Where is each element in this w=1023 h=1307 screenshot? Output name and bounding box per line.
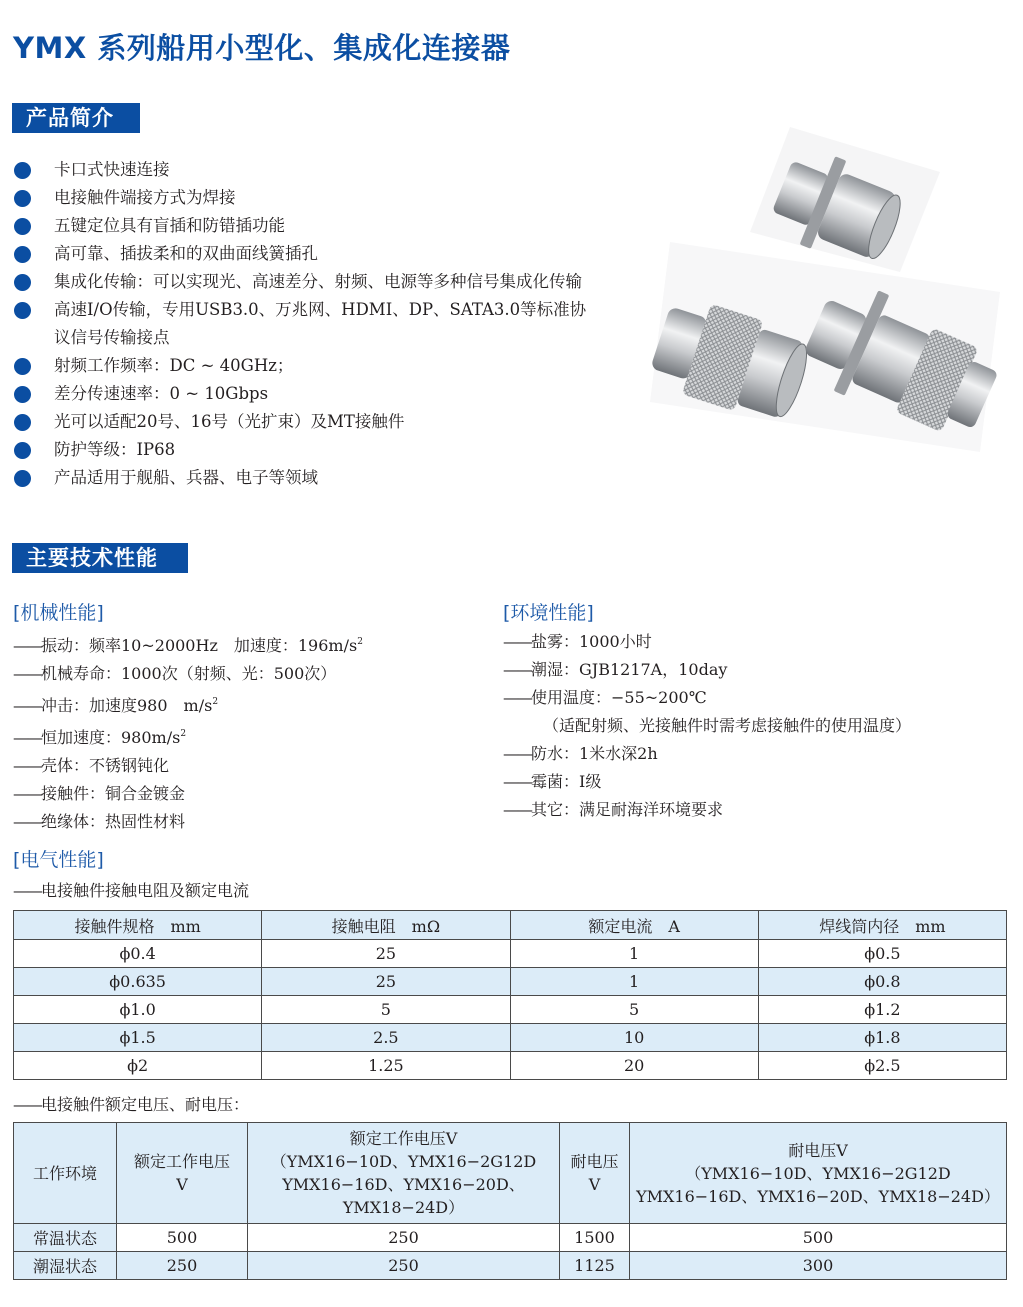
section-label-tech: 主要技术性能 (12, 543, 188, 573)
environmental-spec-list (503, 628, 911, 824)
spec-line: ——使用温度：−55~200℃ (503, 688, 707, 707)
spec-line: ——盐雾：1000小时 (503, 632, 652, 651)
list-item: 防护等级：IP68 (14, 436, 654, 464)
table-header-row (14, 911, 1007, 940)
electrical-heading: [电气性能] (13, 849, 104, 871)
table-cell: 20 (510, 1052, 758, 1080)
bullet-dot-icon (14, 274, 31, 291)
table-cell: ϕ0.4 (14, 940, 262, 968)
temperature-note: （适配射频、光接触件时需考虑接触件的使用温度） (543, 716, 912, 735)
table-row (14, 1252, 1007, 1280)
connector-product-photo (650, 122, 1010, 457)
table-cell: ϕ0.5 (758, 940, 1006, 968)
table-cell: 25 (262, 968, 510, 996)
rated-voltage-table (13, 1122, 1007, 1280)
table-cell: 2.5 (262, 1024, 510, 1052)
list-item: 差分传速速率：0 ~ 10Gbps (14, 380, 654, 408)
table-cell: ϕ2 (14, 1052, 262, 1080)
spec-line: ——接触件：铜合金镀金 (13, 784, 186, 803)
spec-line: ——壳体：不锈钢钝化 (13, 756, 170, 775)
spec-line: ——恒加速度：$980m/s^2$ (13, 728, 187, 747)
contact-resistance-table (13, 910, 1007, 1080)
table-cell: 25 (262, 940, 510, 968)
table-cell: ϕ1.2 (758, 996, 1006, 1024)
table-cell: ϕ1.0 (14, 996, 262, 1024)
column-header-withstand-voltage: 耐电压 V (560, 1123, 630, 1224)
column-header-rated-voltage: 额定工作电压 V (117, 1123, 248, 1224)
spec-line: ——机械寿命：1000次（射频、光：500次） (13, 664, 337, 683)
table2-caption: ——电接触件额定电压、耐电压： (13, 1095, 250, 1114)
table-cell: 5 (262, 996, 510, 1024)
table-cell: 潮湿状态 (14, 1252, 117, 1280)
table-row (14, 1224, 1007, 1252)
spec-line: ——防水：1米水深2h (503, 744, 658, 763)
column-header: 接触件规格 mm (14, 911, 262, 940)
list-item: 产品适用于舰船、兵器、电子等领域 (14, 464, 654, 492)
table-cell: 5 (510, 996, 758, 1024)
table-cell: 250 (117, 1252, 248, 1280)
table-row (14, 996, 1007, 1024)
list-item: 卡口式快速连接 (14, 156, 654, 184)
section-label-intro: 产品简介 (12, 103, 140, 133)
list-item: 五键定位具有盲插和防错插功能 (14, 212, 654, 240)
list-item: 高可靠、插拔柔和的双曲面线簧插孔 (14, 240, 654, 268)
table-row (14, 1024, 1007, 1052)
list-item: 光可以适配20号、16号（光扩束）及MT接触件 (14, 408, 654, 436)
table-row (14, 968, 1007, 996)
spec-line: ——其它：满足耐海洋环境要求 (503, 800, 724, 819)
bullet-dot-icon (14, 470, 31, 487)
column-header-withstand-voltage-models: 耐电压V （YMX16−10D、YMX16−2G12D YMX16−16D、YMX16−20D、YMX18−24D） (630, 1123, 1007, 1224)
table-cell: 1 (510, 968, 758, 996)
bullet-dot-icon (14, 358, 31, 375)
spec-line: ——霉菌：I级 (503, 772, 602, 791)
page-title: YMX 系列船用小型化、集成化连接器 (13, 31, 511, 65)
table1-caption: ——电接触件接触电阻及额定电流 (13, 881, 250, 900)
column-header-rated-voltage-models: 额定工作电压V （YMX16−10D、YMX16−2G12D YMX16−16D、YMX16−20D、 YMX18−24D） (248, 1123, 560, 1224)
spec-line: ——冲击：加速度980 $m/s^2$ (13, 696, 219, 715)
table-cell: ϕ1.5 (14, 1024, 262, 1052)
feature-list (14, 156, 654, 492)
table-cell: 300 (630, 1252, 1007, 1280)
list-item: 射频工作频率：DC ~ 40GHz； (14, 352, 654, 380)
list-item: 电接触件端接方式为焊接 (14, 184, 654, 212)
bullet-dot-icon (14, 190, 31, 207)
table-row (14, 1052, 1007, 1080)
table-header-row (14, 1123, 1007, 1224)
table-row (14, 940, 1007, 968)
table-cell: 1500 (560, 1224, 630, 1252)
column-header-env: 工作环境 (14, 1123, 117, 1224)
bullet-dot-icon (14, 442, 31, 459)
table-cell: 常温状态 (14, 1224, 117, 1252)
table-cell: 1.25 (262, 1052, 510, 1080)
table-cell: 500 (117, 1224, 248, 1252)
mechanical-heading: [机械性能] (13, 602, 104, 624)
table-cell: ϕ0.8 (758, 968, 1006, 996)
bullet-dot-icon (14, 414, 31, 431)
bullet-dot-icon (14, 218, 31, 235)
column-header: 额定电流 A (510, 911, 758, 940)
spec-line: ——振动：频率10~2000Hz 加速度：$196m/s^2$ (13, 636, 363, 655)
bullet-dot-icon (14, 162, 31, 179)
bullet-dot-icon (14, 302, 31, 319)
table-cell: ϕ1.8 (758, 1024, 1006, 1052)
column-header: 焊线筒内径 mm (758, 911, 1006, 940)
table-cell: 10 (510, 1024, 758, 1052)
bullet-dot-icon (14, 246, 31, 263)
table-cell: 1125 (560, 1252, 630, 1280)
table-cell: ϕ0.635 (14, 968, 262, 996)
spec-line: ——绝缘体：热固性材料 (13, 812, 186, 831)
bullet-dot-icon (14, 386, 31, 403)
list-item: 高速I/O传输，专用USB3.0、万兆网、HDMI、DP、SATA3.0等标准协 议信号传输接点 (14, 296, 654, 352)
table-cell: ϕ2.5 (758, 1052, 1006, 1080)
spec-line: ——潮湿：GJB1217A，10day (503, 660, 728, 679)
table-cell: 250 (248, 1224, 560, 1252)
table-cell: 250 (248, 1252, 560, 1280)
environmental-heading: [环境性能] (503, 602, 594, 624)
table-cell: 1 (510, 940, 758, 968)
column-header: 接触电阻 mΩ (262, 911, 510, 940)
mechanical-spec-list (13, 628, 363, 836)
list-item: 集成化传输：可以实现光、高速差分、射频、电源等多种信号集成化传输 (14, 268, 654, 296)
table-cell: 500 (630, 1224, 1007, 1252)
